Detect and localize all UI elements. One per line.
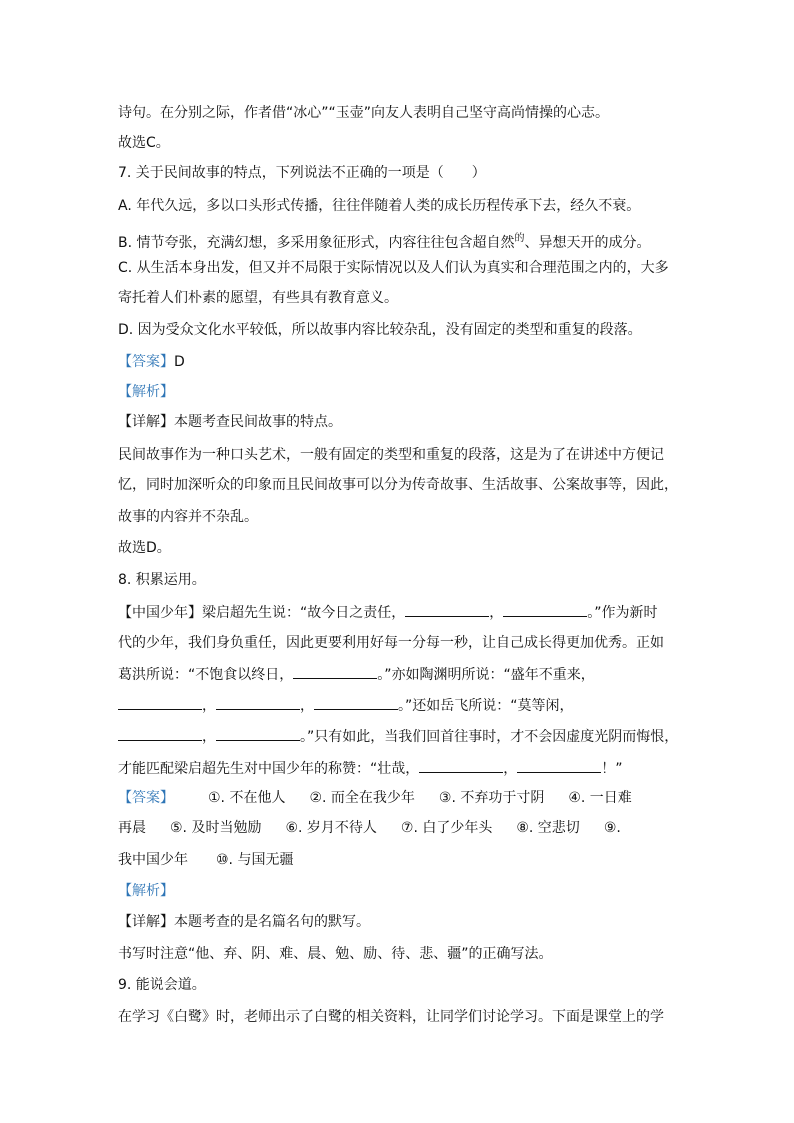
analysis-label: 【解析】 [118,384,174,400]
text: ， [202,729,216,745]
fill-line [118,664,595,684]
text: ， [300,698,314,714]
fill-line: 代的少年，我们身负重任，因此更要利用好每一分每一秒，让自己成长得更加优秀。正如 [118,635,664,651]
answer-line [118,352,185,372]
paragraph: 在学习《白鹭》时，老师出示了白鹭的相关资料，让同学们讨论学习。下面是课堂上的学 [118,1009,664,1025]
answer-item: ⑤. 及时当勉励 [170,820,262,836]
option-b-text: B. 情节夸张，充满幻想，多采用象征形式，内容往往包含超自然 [118,235,515,251]
text: ！” [601,761,623,777]
answer-item: ①. 不在他人 [208,790,286,806]
answer-line [118,818,621,838]
question-8-stem: 8. 积累运用。 [118,572,206,588]
explanation: 民间故事作为一种口头艺术，一般有固定的类型和重复的段落，这是为了在讲述中方便记 [118,447,664,463]
blank [216,695,300,710]
option-a: A. 年代久远，多以口头形式传播，往往伴随着人类的成长历程传承下去，经久不衰。 [118,198,641,214]
text: ， [489,605,504,621]
answer-label: 【答案】 [118,790,174,806]
answer-item: ⑥. 岁月不待人 [285,820,377,836]
option-b-superscript: 的 [514,233,525,244]
paragraph: 诗句。在分别之际，作者借“冰心”“玉壶”向友人表明自己坚守高尚情操的心志。 [118,105,610,121]
explanation: 忆，同时加深听众的印象而且民间故事可以分为传奇故事、生活故事、公案故事等，因此， [118,477,678,493]
analysis-label: 【解析】 [118,883,174,899]
choice-line: 故选C。 [118,135,170,151]
answer-item: ⑩. 与国无疆 [216,852,294,868]
option-b-text-2: 、异想天开的成分。 [524,235,651,251]
choice-line: 故选D。 [118,540,171,556]
text: 才能匹配梁启超先生对中国少年的称赞：“壮哉， [118,761,420,777]
text: 。”只有如此，当我们回首往事时，才不会因虚度光阴而悔恨， [300,729,679,745]
option-c-cont: 寄托着人们朴素的愿望，有些具有教育意义。 [118,290,398,306]
fill-line [118,602,658,622]
answer-line [118,788,632,808]
detail-line: 【详解】本题考查民间故事的特点。 [118,414,342,430]
blank [216,726,300,741]
blank [419,758,503,773]
blank [314,695,398,710]
text: 【中国少年】梁启超先生说：“故今日之责任， [118,605,406,621]
answer-item: ②. 而全在我少年 [309,790,415,806]
answer-item: ⑨. [603,820,621,836]
answer-item: ④. 一日难 [568,790,632,806]
answer-item: ⑧. 空悲切 [516,820,580,836]
option-c: C. 从生活本身出发，但又并不局限于实际情况以及人们认为真实和合理范围之内的，大多 [118,260,669,276]
answer-label: 【答案】 [118,354,174,370]
text: 。”亦如陶渊明所说：“盛年不重来， [377,667,595,683]
text: 。”还如岳飞所说：“莫等闲， [398,698,574,714]
text: ， [202,698,216,714]
option-d: D. 因为受众文化水平较低，所以故事内容比较杂乱，没有固定的类型和重复的段落。 [118,322,642,338]
detail-line: 【详解】本题考查的是名篇名句的默写。 [118,914,370,930]
answer-item: 再晨 [118,820,146,836]
answer-item: ③. 不弃功于寸阴 [438,790,545,806]
text: ， [503,761,518,777]
explanation: 书写时注意“他、弃、阴、难、晨、勉、励、待、悲、疆”的正确写法。 [118,946,553,962]
blank [517,758,601,773]
answer-item: 我中国少年 [118,852,188,868]
answer-line [118,850,293,870]
answer-item: ⑦. 白了少年头 [400,820,493,836]
blank [118,726,202,741]
fill-line [118,758,623,778]
blank [405,602,489,617]
blank [118,695,202,710]
question-9-stem: 9. 能说会道。 [118,977,206,993]
blank [503,602,587,617]
text: 葛洪所说：“不饱食以终日， [118,667,294,683]
question-7-stem: 7. 关于民间故事的特点，下列说法不正确的一项是（ ） [118,165,486,181]
fill-line [118,726,678,746]
option-b [118,229,651,249]
answer-value: D [174,354,185,370]
blank [293,664,377,679]
fill-line [118,695,574,715]
explanation: 故事的内容并不杂乱。 [118,509,258,525]
text: 。”作为新时 [587,605,658,621]
